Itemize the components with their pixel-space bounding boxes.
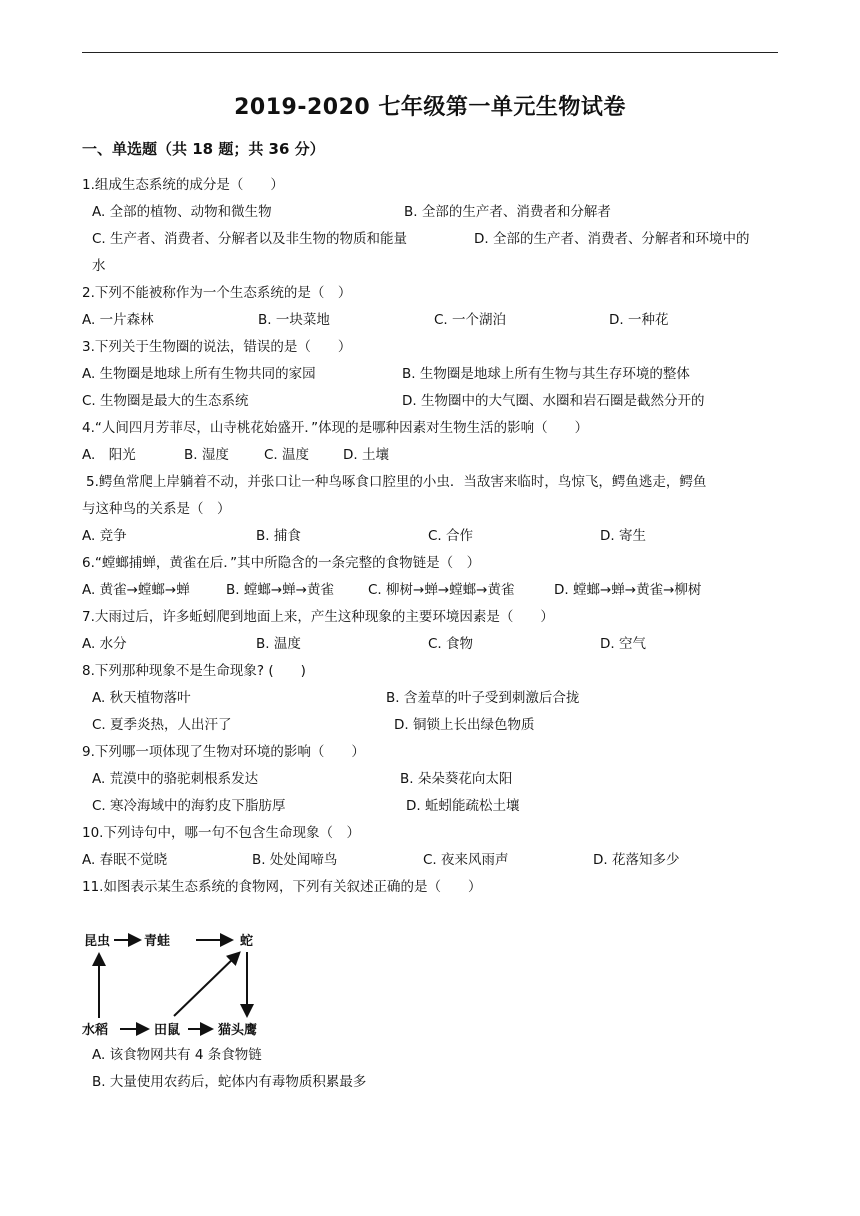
- question-3-option-a[interactable]: A. 生物圈是地球上所有生物共同的家园: [82, 366, 316, 382]
- question-3-option-c[interactable]: C. 生物圈是最大的生态系统: [82, 393, 249, 409]
- header-rule: [82, 52, 778, 53]
- question-4-option-a[interactable]: A. 阳光: [82, 447, 136, 463]
- question-9-stem: 9.下列哪一项体现了生物对环境的影响（ ）: [82, 744, 365, 760]
- question-2-option-b[interactable]: B. 一块菜地: [258, 312, 330, 328]
- section-heading: 一、单选题（共 18 题；共 36 分）: [82, 140, 325, 158]
- question-5-option-b[interactable]: B. 捕食: [256, 528, 301, 544]
- question-1-stem: 1.组成生态系统的成分是（ ）: [82, 177, 284, 193]
- question-1-option-d[interactable]: D. 全部的生产者、消费者、分解者和环境中的: [474, 231, 750, 247]
- question-6-option-d[interactable]: D. 螳螂→蝉→黄雀→柳树: [554, 582, 702, 598]
- question-7-option-b[interactable]: B. 温度: [256, 636, 301, 652]
- question-2-option-c[interactable]: C. 一个湖泊: [434, 312, 507, 328]
- question-3-option-b[interactable]: B. 生物圈是地球上所有生物与其生存环境的整体: [402, 366, 690, 382]
- node-frog: 青蛙: [144, 934, 171, 949]
- food-web-diagram: [80, 926, 280, 1042]
- question-7-option-d[interactable]: D. 空气: [600, 636, 646, 652]
- question-6-option-a[interactable]: A. 黄雀→螳螂→蝉: [82, 582, 190, 598]
- question-10-option-b[interactable]: B. 处处闻啼鸟: [252, 852, 338, 868]
- question-8-option-a[interactable]: A. 秋天植物落叶: [92, 690, 191, 706]
- question-9-option-b[interactable]: B. 朵朵葵花向太阳: [400, 771, 513, 787]
- node-owl: 猫头鹰: [218, 1023, 258, 1038]
- node-insect: 昆虫: [84, 934, 111, 949]
- question-4-stem: 4.“人间四月芳菲尽，山寺桃花始盛开．”体现的是哪种因素对生物生活的影响（ ）: [82, 420, 589, 436]
- question-5-option-a[interactable]: A. 竞争: [82, 528, 127, 544]
- question-5-option-d[interactable]: D. 寄生: [600, 528, 646, 544]
- question-3-option-d[interactable]: D. 生物圈中的大气圈、水圈和岩石圈是截然分开的: [402, 393, 705, 409]
- question-10-option-c[interactable]: C. 夜来风雨声: [423, 852, 509, 868]
- question-8-option-c[interactable]: C. 夏季炎热，人出汗了: [92, 717, 232, 733]
- question-1-option-c[interactable]: C. 生产者、消费者、分解者以及非生物的物质和能量: [92, 231, 408, 247]
- question-3-stem: 3.下列关于生物圈的说法，错误的是（ ）: [82, 339, 352, 355]
- question-5-stem: 5.鳄鱼常爬上岸躺着不动，并张口让一种鸟啄食口腔里的小虫．当敌害来临时，鸟惊飞，鳄鱼逃走，鳄鱼: [86, 474, 707, 490]
- question-8-option-b[interactable]: B. 含羞草的叶子受到刺激后合拢: [386, 690, 580, 706]
- question-6-option-c[interactable]: C. 柳树→蝉→螳螂→黄雀: [368, 582, 515, 598]
- question-1-option-b[interactable]: B. 全部的生产者、消费者和分解者: [404, 204, 611, 220]
- question-6-option-b[interactable]: B. 螳螂→蝉→黄雀: [226, 582, 334, 598]
- question-6-stem: 6.“螳螂捕蝉，黄雀在后．”其中所隐含的一条完整的食物链是（ ）: [82, 555, 481, 571]
- arrow-mouse-to-snake: [174, 954, 238, 1016]
- node-snake: 蛇: [240, 934, 254, 949]
- page-title: 2019-2020 七年级第一单元生物试卷: [234, 95, 626, 120]
- node-mouse: 田鼠: [154, 1023, 181, 1038]
- question-8-stem: 8.下列那种现象不是生命现象? ( ): [82, 663, 306, 679]
- question-4-option-c[interactable]: C. 温度: [264, 447, 310, 463]
- question-2-option-d[interactable]: D. 一种花: [609, 312, 669, 328]
- question-4-option-b[interactable]: B. 湿度: [184, 447, 229, 463]
- question-2-stem: 2.下列不能被称作为一个生态系统的是（ ）: [82, 285, 352, 301]
- question-1-option-a[interactable]: A. 全部的植物、动物和微生物: [92, 204, 272, 220]
- question-10-option-a[interactable]: A. 春眠不觉晓: [82, 852, 168, 868]
- question-2-option-a[interactable]: A. 一片森林: [82, 312, 154, 328]
- question-10-option-d[interactable]: D. 花落知多少: [593, 852, 680, 868]
- question-7-stem: 7.大雨过后，许多蚯蚓爬到地面上来，产生这种现象的主要环境因素是（ ）: [82, 609, 554, 625]
- question-9-option-a[interactable]: A. 荒漠中的骆驼刺根系发达: [92, 771, 259, 787]
- question-7-option-a[interactable]: A. 水分: [82, 636, 127, 652]
- question-9-option-c[interactable]: C. 寒冷海域中的海豹皮下脂肪厚: [92, 798, 286, 814]
- question-8-option-d[interactable]: D. 铜锁上长出绿色物质: [394, 717, 535, 733]
- question-9-option-d[interactable]: D. 蚯蚓能疏松土壤: [406, 798, 520, 814]
- question-10-stem: 10.下列诗句中，哪一句不包含生命现象（ ）: [82, 825, 360, 841]
- question-7-option-c[interactable]: C. 食物: [428, 636, 474, 652]
- question-11-option-a[interactable]: A. 该食物网共有 4 条食物链: [92, 1047, 262, 1063]
- question-5-option-c[interactable]: C. 合作: [428, 528, 474, 544]
- question-11-stem: 11.如图表示某生态系统的食物网，下列有关叙述正确的是（ ）: [82, 879, 482, 895]
- question-4-option-d[interactable]: D. 土壤: [343, 447, 389, 463]
- question-1-option-d-continued: 水: [92, 258, 106, 274]
- question-11-option-b[interactable]: B. 大量使用农药后，蛇体内有毒物质积累最多: [92, 1074, 367, 1090]
- question-5-stem-continued: 与这种鸟的关系是（ ）: [82, 501, 231, 517]
- node-rice: 水稻: [82, 1023, 109, 1038]
